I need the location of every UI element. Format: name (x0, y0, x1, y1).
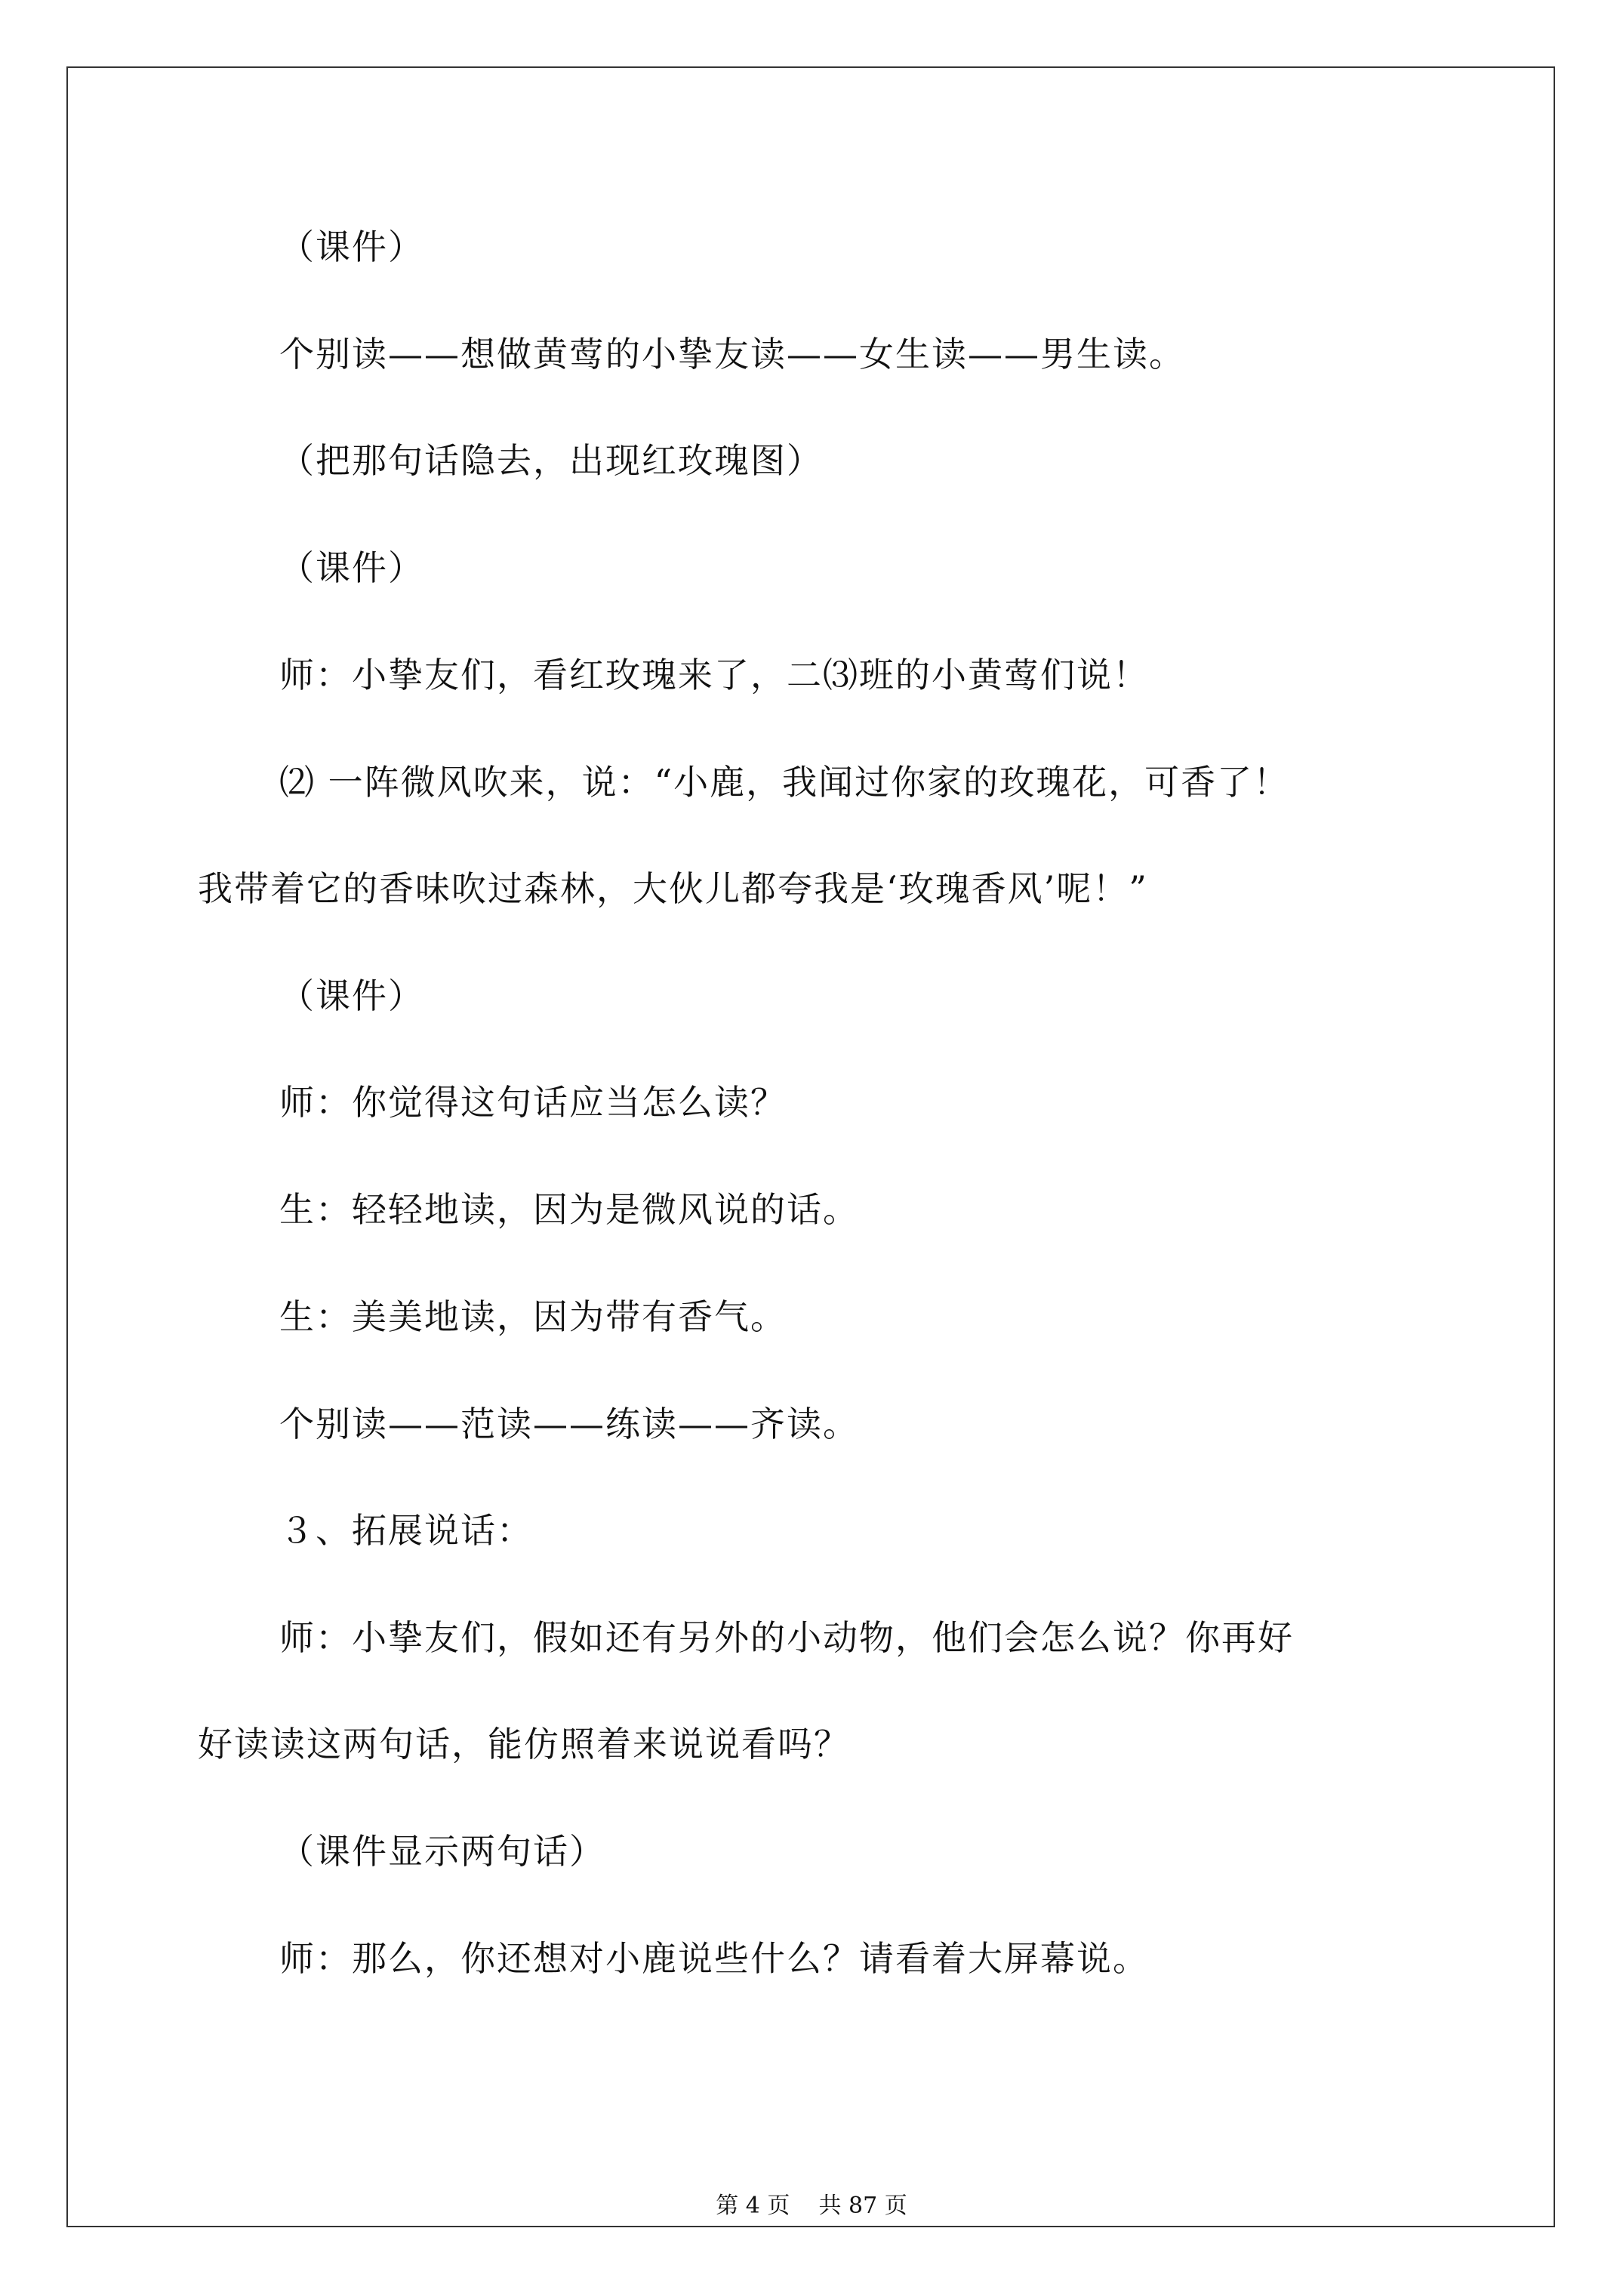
text-line: 我带着它的香味吹过森林，大伙儿都夸我是‘玫瑰香风’呢！” (198, 868, 1148, 909)
text-line: 师：小挚友们，假如还有另外的小动物，他们会怎么说？你再好 (279, 1617, 1294, 1658)
text-line: 个别读——范读——练读——齐读。 (279, 1404, 859, 1444)
text-line: 生：美美地读，因为带有香气。 (279, 1296, 787, 1337)
text-line: （课件显示两句话） (279, 1831, 605, 1872)
text-line: （把那句话隐去，出现红玫瑰图） (279, 440, 823, 481)
text-line: 师：那么，你还想对小鹿说些什么？请看着大屏幕说。 (279, 1938, 1149, 1979)
text-line: 师：小挚友们，看红玫瑰来了，二⑶班的小黄莺们说！ (279, 655, 1149, 695)
text-line: 生：轻轻地读，因为是微风说的话。 (279, 1189, 859, 1230)
text-line: ３、拓展说话： (279, 1510, 533, 1551)
page-number: 第 4 页 共 87 页 (716, 2193, 907, 2219)
page-border (66, 66, 1555, 2227)
text-line: ⑵ 一阵微风吹来，说：“小鹿，我闻过你家的玫瑰花，可香了！ (279, 762, 1290, 803)
text-line: 好读读这两句话，能仿照着来说说看吗？ (198, 1724, 850, 1764)
text-line: 个别读——想做黄莺的小挚友读——女生读——男生读。 (279, 334, 1185, 374)
text-line: （课件） (279, 975, 424, 1016)
text-line: 师：你觉得这句话应当怎么读？ (279, 1082, 787, 1123)
text-line: （课件） (279, 547, 424, 588)
text-line: （课件） (279, 227, 424, 267)
